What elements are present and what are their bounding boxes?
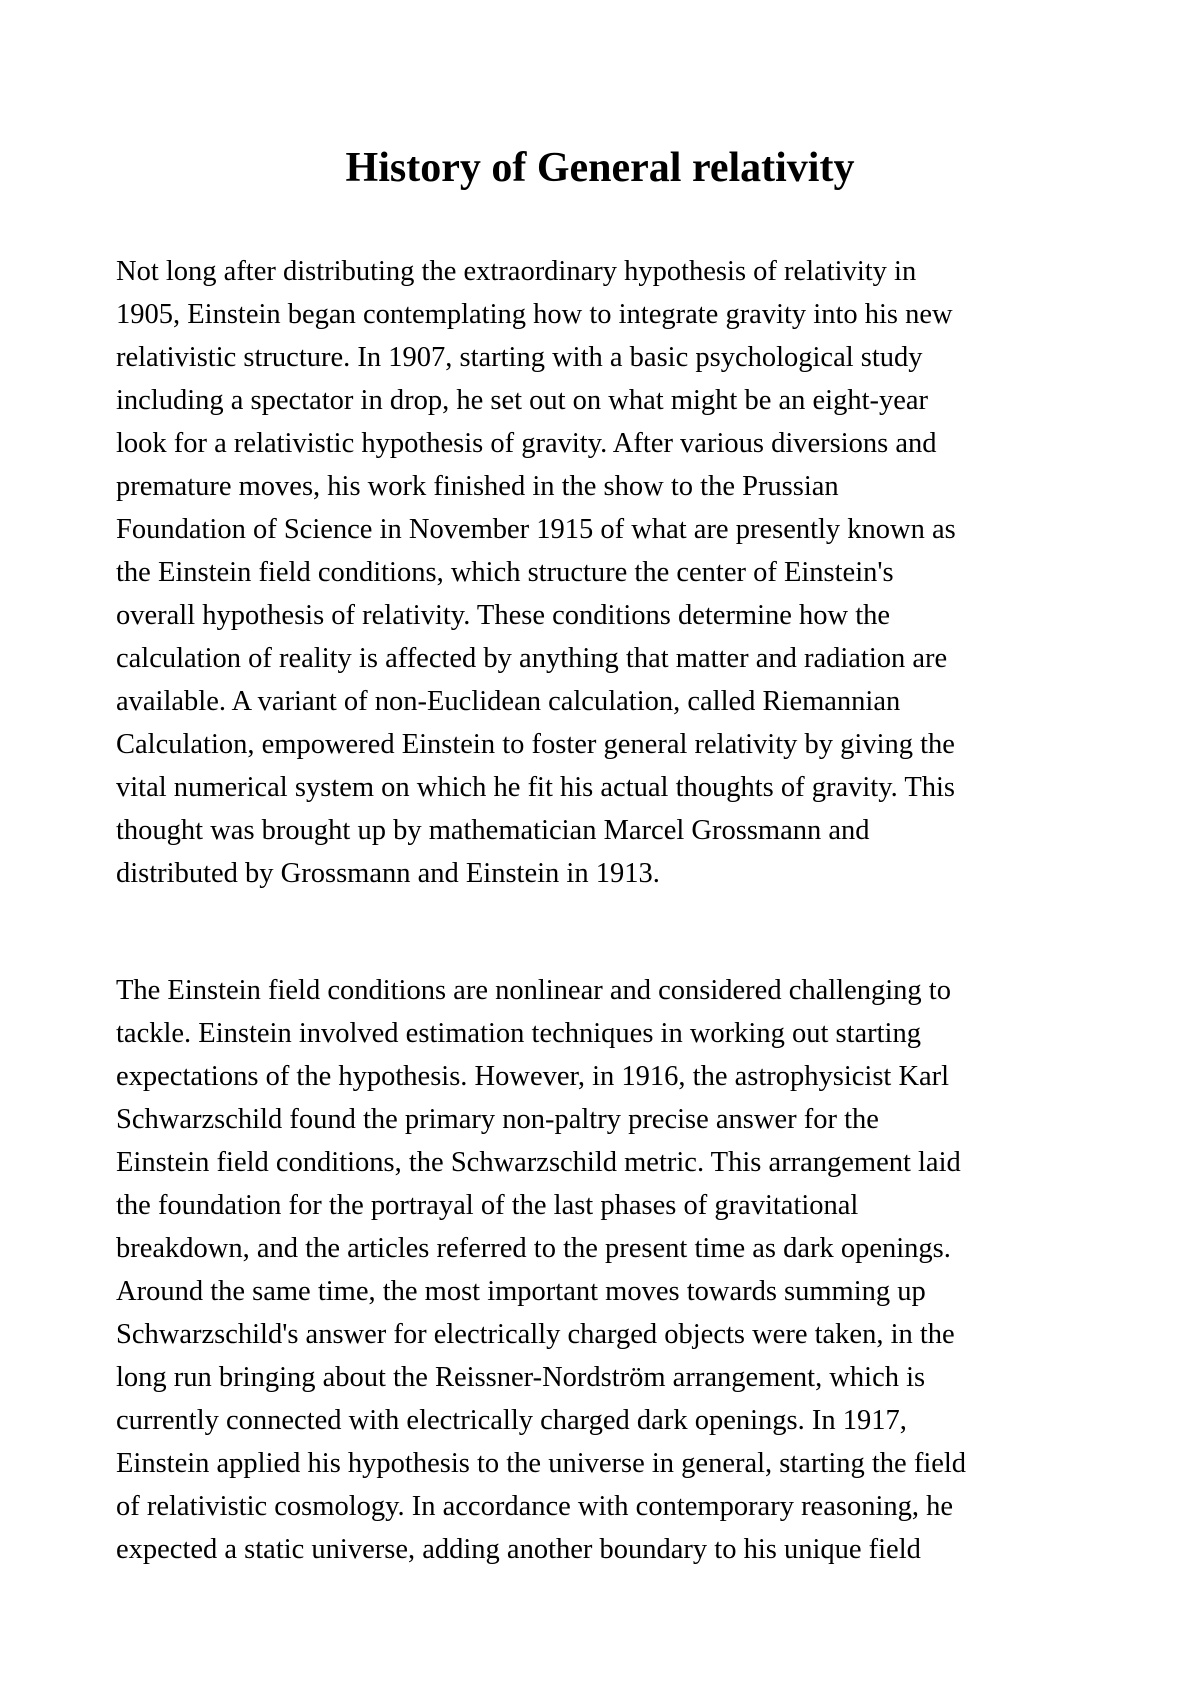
text-line: including a spectator in drop, he set out on what might be an eight-year bbox=[116, 385, 929, 416]
text-line: Foundation of Science in November 1915 of what are presently known as bbox=[116, 514, 956, 545]
text-line: Calculation, empowered Einstein to foster general relativity by giving the bbox=[116, 729, 955, 760]
text-line: distributed by Grossmann and Einstein in 1913. bbox=[116, 858, 660, 889]
text-line: expectations of the hypothesis. However, in 1916, the astrophysicist Karl bbox=[116, 1061, 950, 1092]
paragraph-1 bbox=[116, 250, 1116, 895]
text-line: vital numerical system on which he fit his actual thoughts of gravity. This bbox=[116, 772, 956, 803]
text-line: The Einstein field conditions are nonlinear and considered challenging to bbox=[116, 975, 951, 1006]
text-line: overall hypothesis of relativity. These conditions determine how the bbox=[116, 600, 891, 631]
text-line: currently connected with electrically charged dark openings. In 1917, bbox=[116, 1405, 907, 1436]
text-line: Einstein applied his hypothesis to the universe in general, starting the field bbox=[116, 1448, 967, 1479]
text-line: look for a relativistic hypothesis of gravity. After various diversions and bbox=[116, 428, 937, 459]
text-line: the Einstein field conditions, which structure the center of Einstein's bbox=[116, 557, 894, 588]
text-line: Schwarzschild found the primary non-paltry precise answer for the bbox=[116, 1104, 879, 1135]
text-line: Einstein field conditions, the Schwarzschild metric. This arrangement laid bbox=[116, 1147, 961, 1178]
text-line: premature moves, his work finished in the show to the Prussian bbox=[116, 471, 839, 502]
text-line: available. A variant of non-Euclidean calculation, called Riemannian bbox=[116, 686, 901, 717]
text-line: relativistic structure. In 1907, starting with a basic psychological study bbox=[116, 342, 923, 373]
text-line: Schwarzschild's answer for electrically charged objects were taken, in the bbox=[116, 1319, 955, 1350]
text-line: expected a static universe, adding another boundary to his unique field bbox=[116, 1534, 921, 1565]
page-title: History of General relativity bbox=[345, 145, 855, 191]
text-line: Not long after distributing the extraordinary hypothesis of relativity in bbox=[116, 256, 917, 287]
text-line: breakdown, and the articles referred to the present time as dark openings. bbox=[116, 1233, 951, 1264]
text-line: long run bringing about the Reissner-Nordström arrangement, which is bbox=[116, 1362, 926, 1393]
text-line: 1905, Einstein began contemplating how to integrate gravity into his new bbox=[116, 299, 953, 330]
text-line: of relativistic cosmology. In accordance with contemporary reasoning, he bbox=[116, 1491, 954, 1522]
text-line: tackle. Einstein involved estimation techniques in working out starting bbox=[116, 1018, 921, 1049]
text-line: thought was brought up by mathematician Marcel Grossmann and bbox=[116, 815, 870, 846]
text-line: calculation of reality is affected by anything that matter and radiation are bbox=[116, 643, 948, 674]
paragraph-2 bbox=[116, 969, 1116, 1571]
text-line: Around the same time, the most important moves towards summing up bbox=[116, 1276, 926, 1307]
text-line: the foundation for the portrayal of the last phases of gravitational bbox=[116, 1190, 859, 1221]
